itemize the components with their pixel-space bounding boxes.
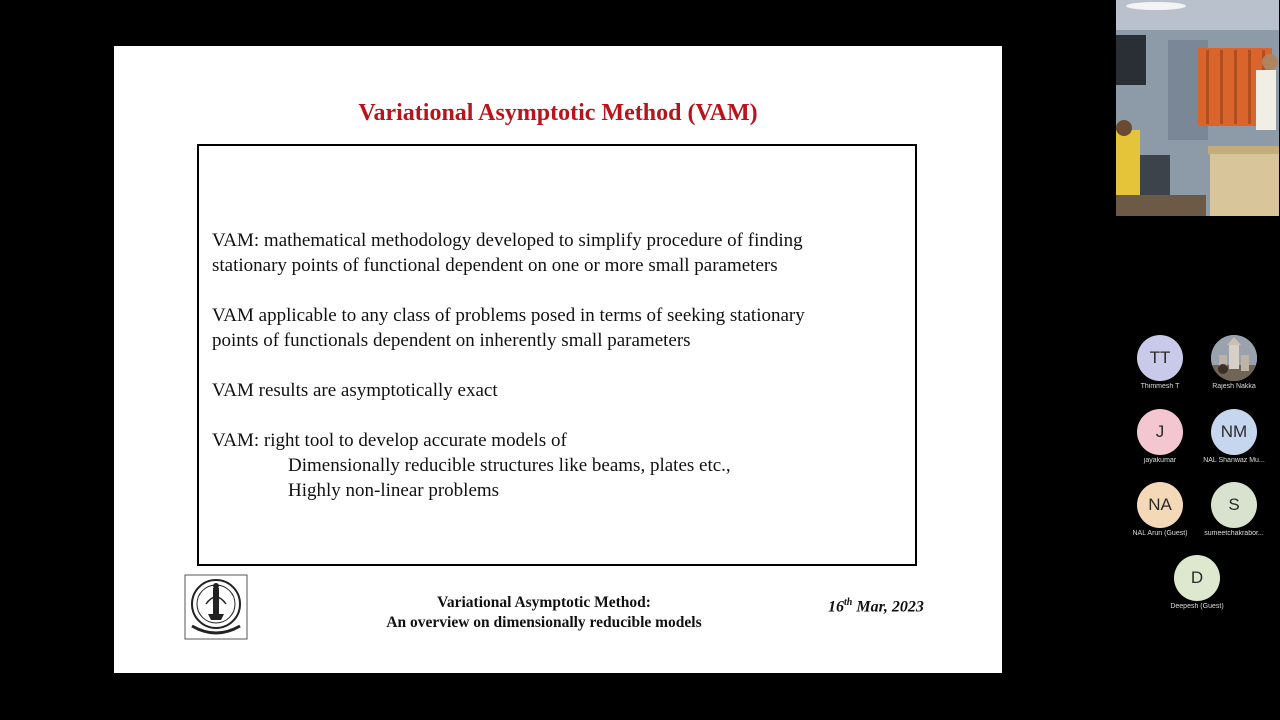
content-box bbox=[197, 144, 917, 566]
institute-logo-icon bbox=[184, 574, 248, 640]
bullet-line: VAM: right tool to develop accurate models of bbox=[212, 430, 567, 451]
participant-name: Deepesh (Guest) bbox=[1170, 603, 1224, 610]
participant-name: NAL Arun (Guest) bbox=[1132, 530, 1188, 537]
avatar bbox=[1211, 335, 1257, 381]
avatar: NA bbox=[1137, 482, 1183, 528]
participant-name: jayakumar bbox=[1143, 457, 1177, 464]
participant-tile[interactable] bbox=[1156, 555, 1238, 610]
speaker-video-tile[interactable] bbox=[1116, 0, 1279, 216]
footer-title bbox=[344, 593, 744, 633]
bullet-list bbox=[212, 228, 912, 528]
participant-tile[interactable] bbox=[1119, 335, 1201, 390]
bullet-item bbox=[212, 428, 912, 503]
date-day: 16 bbox=[828, 598, 844, 616]
bullet-line: VAM: mathematical methodology developed to simplify procedure of finding bbox=[212, 230, 803, 251]
participant-tile[interactable] bbox=[1119, 409, 1201, 464]
bullet-item bbox=[212, 378, 912, 403]
avatar: TT bbox=[1137, 335, 1183, 381]
participant-tile[interactable] bbox=[1193, 482, 1275, 537]
date-suffix: th bbox=[844, 597, 853, 608]
bullet-line: stationary points of functional dependent on one or more small parameters bbox=[212, 255, 778, 276]
bullet-item bbox=[212, 228, 912, 278]
participant-name: Thimmesh T bbox=[1140, 383, 1180, 390]
avatar: NM bbox=[1211, 409, 1257, 455]
avatar: J bbox=[1137, 409, 1183, 455]
footer-title-line: An overview on dimensionally reducible models bbox=[386, 614, 702, 631]
footer-date bbox=[828, 597, 924, 616]
bullet-line: VAM applicable to any class of problems posed in terms of seeking stationary bbox=[212, 305, 805, 326]
slide-title: Variational Asymptotic Method (VAM) bbox=[358, 100, 758, 126]
participant-name: Rajesh Nakka bbox=[1212, 383, 1256, 390]
date-rest: Mar, 2023 bbox=[852, 598, 924, 616]
sub-bullet-line: Highly non-linear problems bbox=[288, 480, 500, 501]
footer-title-line: Variational Asymptotic Method: bbox=[437, 594, 651, 611]
participant-tile[interactable] bbox=[1119, 482, 1201, 537]
profile-photo-icon bbox=[1211, 335, 1257, 381]
sub-bullet-line: Dimensionally reducible structures like beams, plates etc., bbox=[288, 455, 731, 476]
participant-tile[interactable] bbox=[1193, 409, 1275, 464]
participant-name: NAL Shanwaz Mu... bbox=[1203, 457, 1265, 464]
bullet-line: points of functionals dependent on inherently small parameters bbox=[212, 330, 691, 351]
avatar: S bbox=[1211, 482, 1257, 528]
participant-tile[interactable] bbox=[1193, 335, 1275, 390]
avatar: D bbox=[1174, 555, 1220, 601]
bullet-line: VAM results are asymptotically exact bbox=[212, 380, 498, 401]
presentation-slide bbox=[114, 46, 1002, 673]
participant-name: sumeetchakrabor... bbox=[1204, 530, 1264, 537]
bullet-item bbox=[212, 303, 912, 353]
